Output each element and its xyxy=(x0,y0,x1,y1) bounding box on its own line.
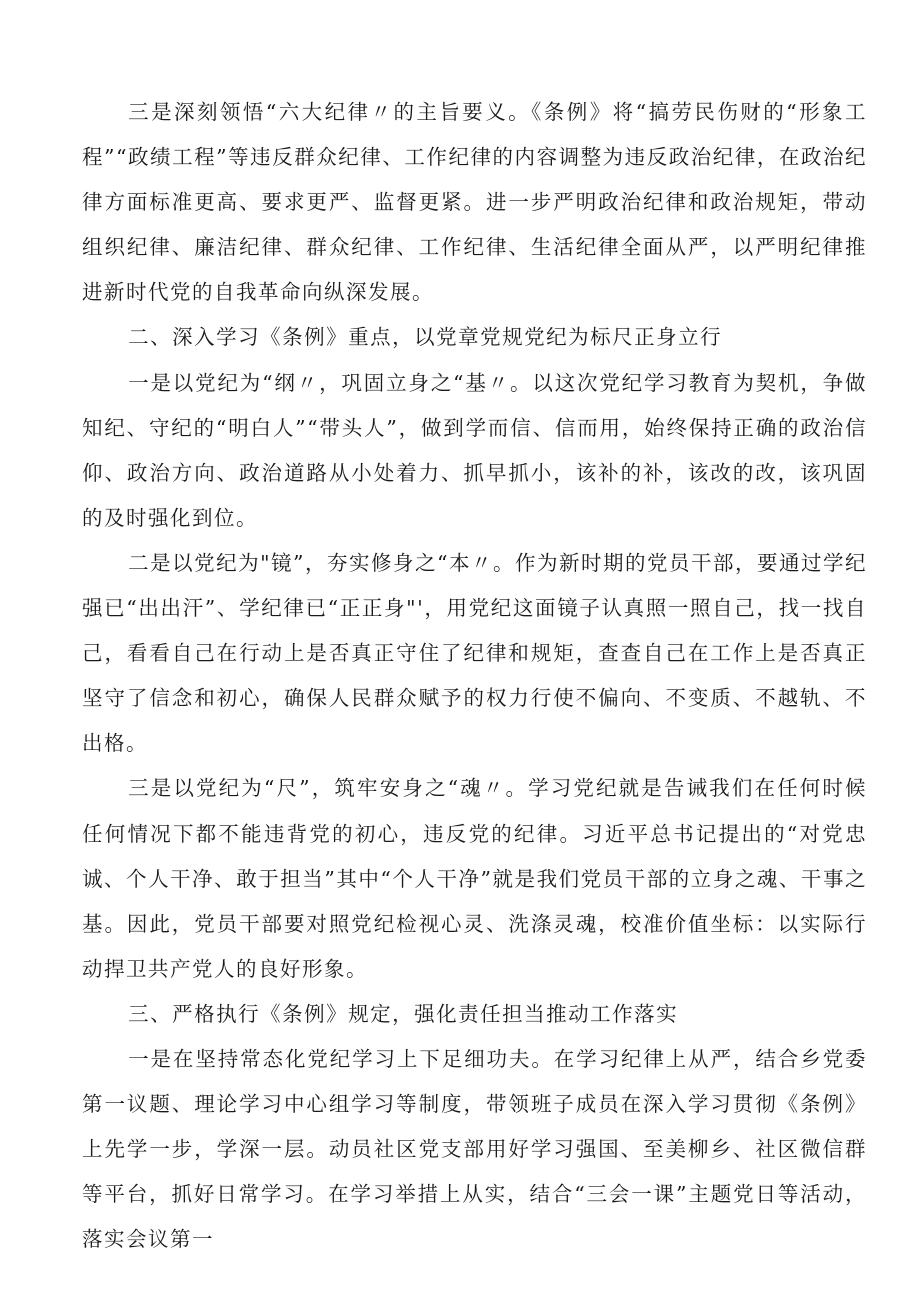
section-heading-2: 二、深入学习《条例》重点，以党章党规党纪为标尺正身立行 xyxy=(128,325,723,350)
paragraph-discipline-outline: 一是以党纪为“纲〃，巩固立身之“基〃。以这次党纪学习教育为契机，争做知纪、守纪的“明白人”“带头人”，做到学而信、信而用，始终保持正确的政治信仰、政治方向、政治道路从小处着力、抓早抓小，该补的补，该改的改，该巩固的及时强化到位。 xyxy=(82,370,867,530)
paragraph-regular-study: 一是在坚持常态化党纪学习上下足细功夫。在学习纪律上从严，结合乡党委第一议题、理论学习中心组学习等制度，带领班子成员在深入学习贯彻《条例》上先学一步，学深一层。动员社区党支部用好学习强国、至美柳乡、社区微信群等平台，抓好日常学习。在学习举措上从实，结合“三会一课”主题党日等活动，落实会议第一 xyxy=(82,1046,867,1252)
section-heading-3: 三、严格执行《条例》规定，强化责任担当推动工作落实 xyxy=(128,1001,679,1026)
paragraph-discipline-essence: 三是深刻领悟“六大纪律〃的主旨要义。《条例》将“搞劳民伤财的“形象工程”“政绩工程”等违反群众纪律、工作纪律的内容调整为违反政治纪律，在政治纪律方面标准更高、要求更严、监督更紧。进一步严明政治纪律和政治规矩，带动组织纪律、廉洁纪律、群众纪律、工作纪律、生活纪律全面从严，以严明纪律推进新时代党的自我革命向纵深发展。 xyxy=(82,100,867,305)
paragraph-discipline-ruler: 三是以党纪为“尺”，筑牢安身之“魂〃。学习党纪就是告诫我们在任何时候任何情况下都不能违背党的初心，违反党的纪律。习近平总书记提出的“对党忠诚、个人干净、敢于担当”其中“个人干净”就是我们党员干部的立身之魂、干事之基。因此，党员干部要对照党纪检视心灵、洗涤灵魂，校准价值坐标：以实际行动捍卫共产党人的良好形象。 xyxy=(82,776,867,981)
document-body xyxy=(82,90,867,1262)
paragraph-discipline-mirror: 二是以党纪为"镜”，夯实修身之“本〃。作为新时期的党员干部，要通过学纪强已“出出汗”、学纪律已“正正身"'，用党纪这面镜子认真照一照自己，找一找自己，看看自己在行动上是否真正守住了纪律和规矩，查查自己在工作上是否真正坚守了信念和初心，确保人民群众赋予的权力行使不偏向、不变质、不越轨、不出格。 xyxy=(82,550,868,756)
